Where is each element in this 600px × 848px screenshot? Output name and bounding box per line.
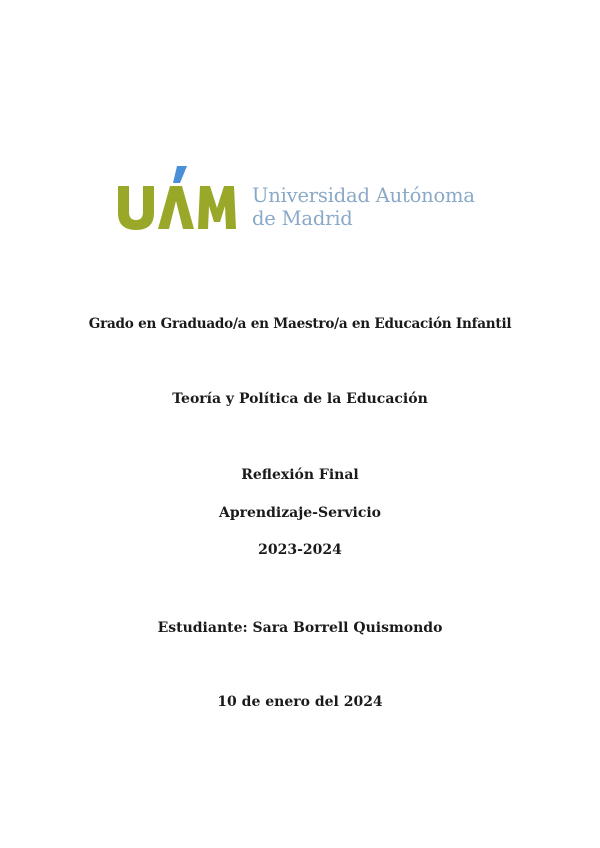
logo-letter-a [158,186,194,229]
student-name: Estudiante: Sara Borrell Quismondo [157,620,443,636]
degree-title: Grado en Graduado/a en Maestro/a en Educación Infantil [88,316,512,332]
university-name [252,184,475,230]
document-date: 10 de enero del 2024 [217,694,383,710]
uam-logo-mark [116,164,238,236]
university-name-line2: de Madrid [252,207,353,230]
document-subtitle: Aprendizaje-Servicio [218,505,382,521]
academic-year: 2023-2024 [258,542,342,558]
logo-accent [173,166,187,183]
logo-letter-m [198,186,236,229]
university-logo [116,164,496,236]
document-title: Reflexión Final [241,467,359,483]
subject-title: Teoría y Política de la Educación [172,391,428,407]
university-name-line1: Universidad Autónoma [252,184,475,207]
logo-letter-u [118,186,154,230]
